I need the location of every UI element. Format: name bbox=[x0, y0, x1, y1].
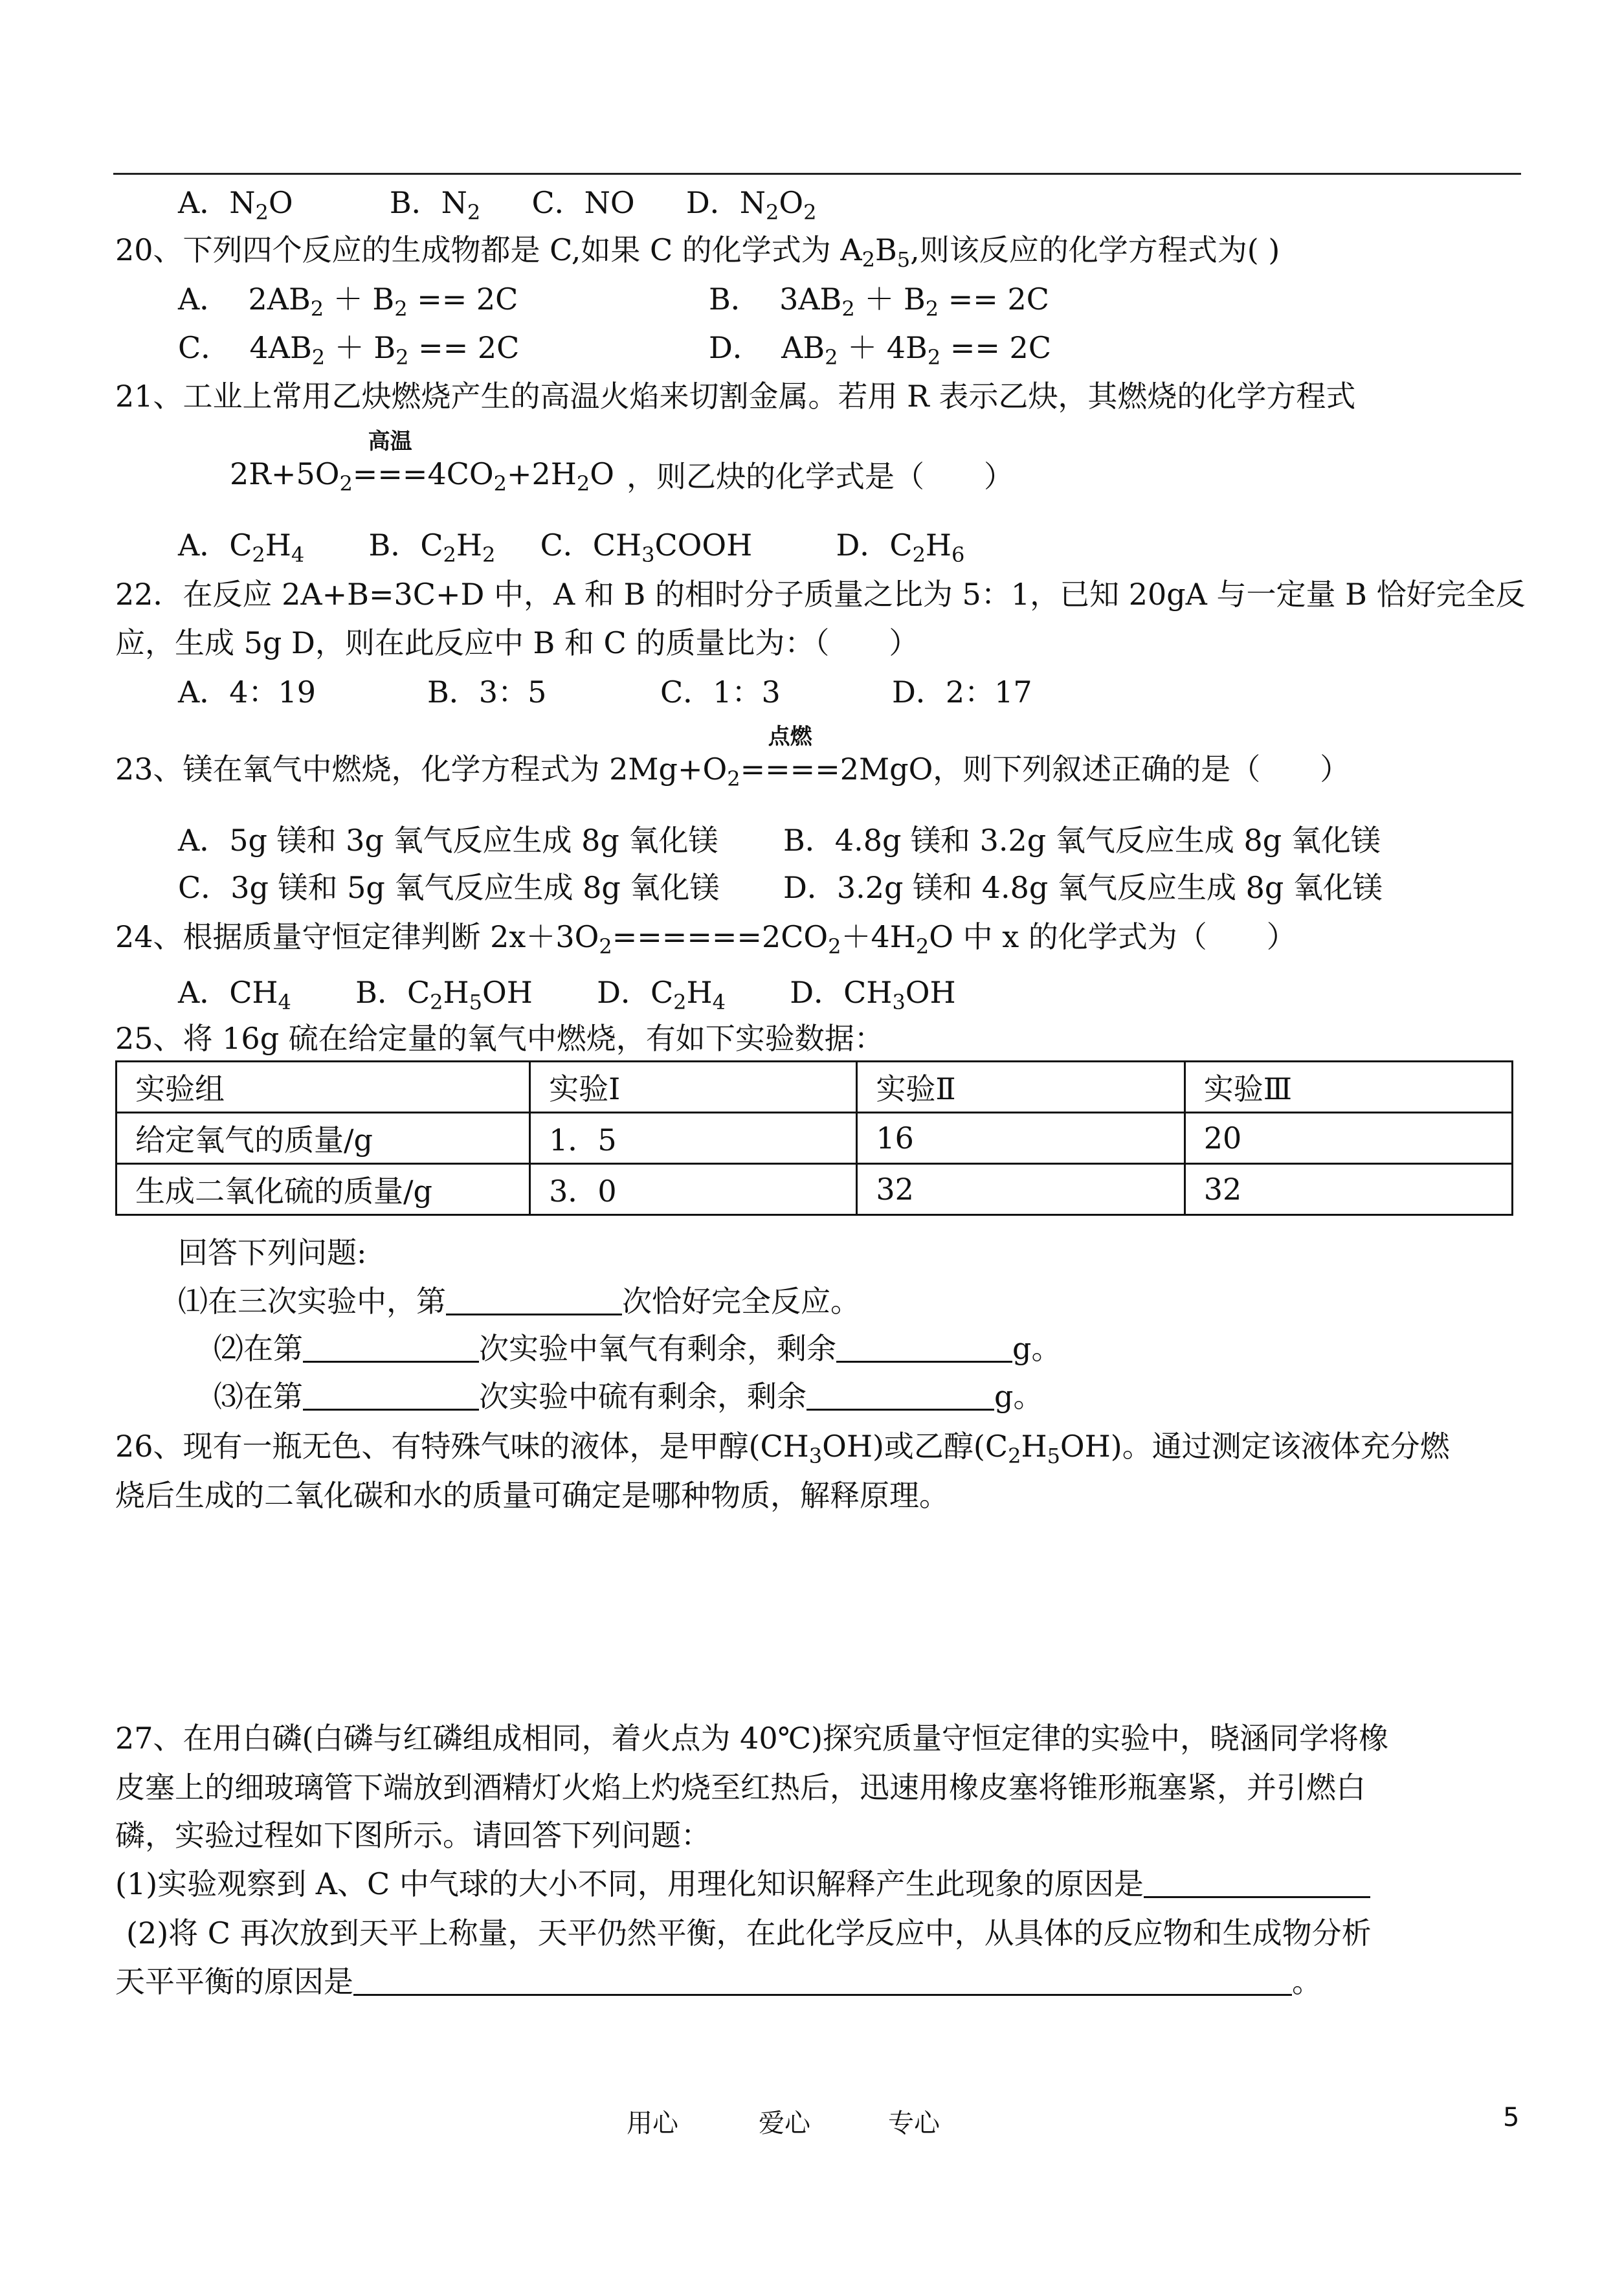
q26-line2: 烧后生成的二氧化碳和水的质量可确定是哪种物质，解释原理。 bbox=[115, 1478, 949, 1513]
q23-option-c: C．3g 镁和 5g 氧气反应生成 8g 氧化镁 bbox=[178, 870, 720, 905]
q19-option-c: C．NO bbox=[531, 185, 635, 220]
q27-line1: 27、在用白磷(白磷与红磷组成相同，着火点为 40℃)探究质量守恒定律的实验中，晓涵同学将橡 bbox=[115, 1721, 1389, 1756]
answer-blank[interactable] bbox=[1144, 1868, 1370, 1898]
q24-option-a: A．$CH_4$ bbox=[178, 975, 291, 1014]
table-cell: 32 bbox=[1185, 1164, 1512, 1215]
answer-blank[interactable] bbox=[806, 1380, 994, 1411]
answer-blank[interactable] bbox=[836, 1332, 1012, 1363]
q22-option-d: D．2：17 bbox=[892, 675, 1032, 710]
q23-option-d: D．3.2g 镁和 4.8g 氧气反应生成 8g 氧化镁 bbox=[783, 870, 1383, 905]
table-cell: 生成二氧化硫的质量/g bbox=[117, 1164, 530, 1215]
footer-left: 用心 bbox=[627, 2108, 678, 2138]
answer-blank[interactable] bbox=[353, 1965, 1292, 1996]
footer-right: 专心 bbox=[888, 2108, 940, 2138]
q21-equation: $2R+5O_2$ 高温 $===4CO_2+2H_2O$ bbox=[230, 429, 614, 496]
q24-option-b: B．$C_2H_5OH$ bbox=[355, 975, 533, 1014]
q22-option-a: A．4：19 bbox=[178, 675, 317, 710]
table-cell: 20 bbox=[1185, 1113, 1512, 1164]
table-cell: 32 bbox=[857, 1164, 1185, 1215]
q20-option-d: D． $AB_2 + 4B_2 == 2C$ bbox=[709, 330, 1052, 370]
table-row bbox=[117, 1164, 1513, 1215]
q22-option-c: C．1：3 bbox=[660, 675, 781, 710]
q27-line4: (1)实验观察到 A、C 中气球的大小不同，用理化知识解释产生此现象的原因是 bbox=[115, 1864, 1370, 1903]
q22-line2: 应，生成 5g D，则在此反应中 B 和 C 的质量比为：（ ） bbox=[115, 625, 919, 660]
q24-option-d: D．$CH_3OH$ bbox=[790, 975, 956, 1014]
q24-option-c: D．$C_2H_4$ bbox=[597, 975, 726, 1014]
q21-stem: 21、工业上常用乙炔燃烧产生的高温火焰来切割金属。若用 R 表示乙炔，其燃烧的化学方程式 bbox=[115, 379, 1356, 414]
q20-option-a: A． $2AB_2 + B_2 == 2C$ bbox=[178, 282, 518, 321]
q26-line1: 26、现有一瓶无色、有特殊气味的液体，是甲醇$(CH_3OH)$或乙醇$(C_2H_5OH)$。通过测定该液体充分燃 bbox=[115, 1429, 1450, 1468]
q21-option-c: C．$CH_3COOH$ bbox=[540, 528, 753, 567]
q25-subquestion-3: ⑶在第 次实验中硫有剩余，剩余 g。 bbox=[214, 1379, 1043, 1414]
q24-stem: 24、根据质量守恒定律判断 $2x+3O_2======2CO_2+4H_2O$ 中 x 的化学式为（ ） bbox=[115, 919, 1296, 959]
table-cell: 给定氧气的质量/g bbox=[117, 1113, 530, 1164]
q21-option-a: A．$C_2H_4$ bbox=[178, 528, 305, 567]
q21-condition: 高温 bbox=[368, 429, 412, 454]
table-header-cell: 实验Ⅱ bbox=[857, 1062, 1185, 1113]
q25-subquestion-1: ⑴在三次实验中，第 次恰好完全反应。 bbox=[178, 1284, 860, 1319]
q21-options bbox=[178, 526, 964, 565]
q20-option-c: C． $4AB_2 + B_2 == 2C$ bbox=[178, 330, 520, 370]
q25-stem: 25、将 16g 硫在给定量的氧气中燃烧，有如下实验数据： bbox=[115, 1021, 884, 1056]
q27-line3: 磷，实验过程如下图所示。请回答下列问题： bbox=[115, 1818, 711, 1853]
q25-data-table bbox=[115, 1060, 1513, 1216]
q23-stem: 23、镁在氧气中燃烧，化学方程式为 $2Mg+O_2$ 点燃 ====2MgO，则下列叙述正确的是（ ） bbox=[115, 724, 1350, 791]
table-cell: 1．5 bbox=[530, 1113, 857, 1164]
q23-condition: 点燃 bbox=[768, 724, 812, 750]
table-header-row bbox=[117, 1062, 1513, 1113]
q23-option-a: A．5g 镁和 3g 氧气反应生成 8g 氧化镁 bbox=[178, 823, 718, 858]
page-number: 5 bbox=[1503, 2103, 1520, 2132]
table-header-cell: 实验组 bbox=[117, 1062, 530, 1113]
answer-blank[interactable] bbox=[303, 1332, 479, 1363]
q21-option-d: D．$C_2H_6$ bbox=[836, 528, 965, 567]
table-row bbox=[117, 1113, 1513, 1164]
q23-option-b: B．4.8g 镁和 3.2g 氧气反应生成 8g 氧化镁 bbox=[783, 823, 1381, 858]
q27-line5: (2)将 C 再次放到天平上称量，天平仍然平衡，在此化学反应中，从具体的反应物和生成物分析 bbox=[126, 1916, 1372, 1951]
q22-line1: 22．在反应 2A+B=3C+D 中，A 和 B 的相时分子质量之比为 5：1，已知 20gA 与一定量 B 恰好完全反 bbox=[115, 577, 1526, 612]
q19-option-b: B．$N_2$ bbox=[389, 185, 481, 225]
q25-answer-intro: 回答下列问题: bbox=[178, 1235, 367, 1270]
q20-stem: 20、下列四个反应的生成物都是 C,如果 C 的化学式为 $A_2B_5$,则该反应的化学方程式为( ) bbox=[115, 232, 1280, 272]
q24-options bbox=[178, 973, 956, 1012]
q19-options bbox=[178, 183, 817, 225]
table-header-cell: 实验Ⅰ bbox=[530, 1062, 857, 1113]
footer-mid: 爱心 bbox=[759, 2108, 810, 2138]
q19-option-d: D．$N_2O_2$ bbox=[685, 185, 817, 225]
answer-blank[interactable] bbox=[303, 1380, 479, 1411]
header-rule bbox=[113, 173, 1521, 175]
q27-line2: 皮塞上的细玻璃管下端放到酒精灯火焰上灼烧至红热后，迅速用橡皮塞将锥形瓶塞紧，并引燃白 bbox=[115, 1770, 1366, 1805]
answer-blank[interactable] bbox=[446, 1285, 622, 1315]
q21-question: ，则乙炔的化学式是（ ） bbox=[627, 459, 1014, 494]
table-header-cell: 实验Ⅲ bbox=[1185, 1062, 1512, 1113]
q21-option-b: B．$C_2H_2$ bbox=[368, 528, 496, 567]
q22-option-b: B．3：5 bbox=[427, 675, 547, 710]
q27-line6: 天平平衡的原因是 。 bbox=[115, 1964, 1322, 1999]
q20-option-b: B． $3AB_2 + B_2 == 2C$ bbox=[709, 282, 1049, 321]
table-cell: 3．0 bbox=[530, 1164, 857, 1215]
q19-option-a: A．$N_2O$ bbox=[178, 185, 293, 225]
q25-subquestion-2: ⑵在第 次实验中氧气有剩余，剩余 g。 bbox=[214, 1331, 1062, 1366]
table-cell: 16 bbox=[857, 1113, 1185, 1164]
